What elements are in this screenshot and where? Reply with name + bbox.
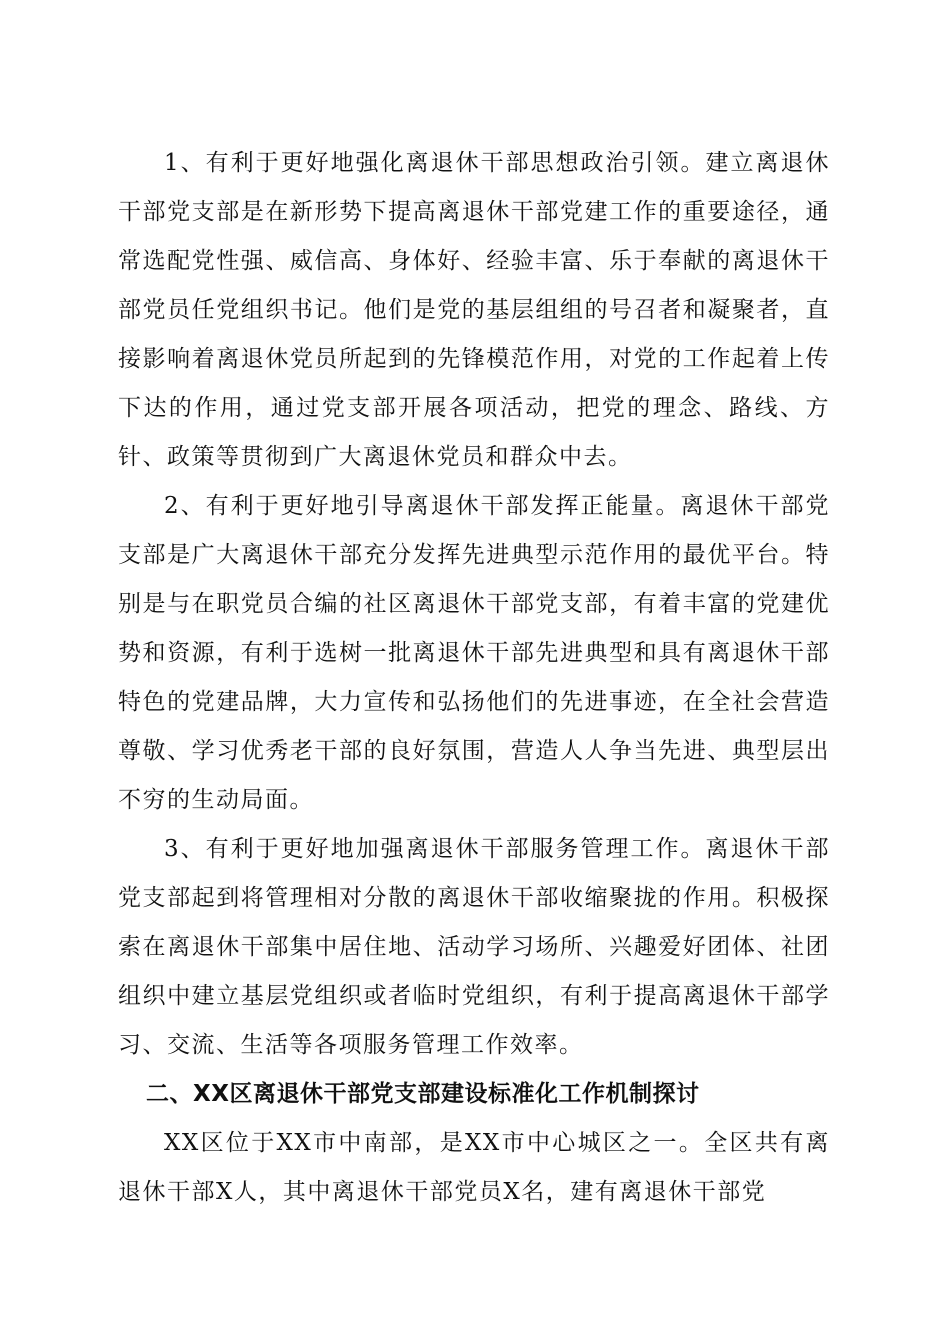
section-heading: 二、XX区离退休干部党支部建设标准化工作机制探讨 bbox=[146, 1081, 700, 1107]
paragraph-2: 2、有利于更好地引导离退休干部发挥正能量。离退休干部党支部是广大离退休干部充分发挥先进典型示范作用的最优平台。特别是与在职党员合编的社区离退休干部党支部，有着丰富的党建优势和资源，有利于选树一批离退休干部先进典型和具有离退休干部特色的党建品牌，大力宣传和弘扬他们的先进事迹，在全社会营造尊敬、学习优秀老干部的良好氛围，营造人人争当先进、典型层出不穷的生动局面。 bbox=[118, 493, 830, 813]
paragraph-3: 3、有利于更好地加强离退休干部服务管理工作。离退休干部党支部起到将管理相对分散的离退休干部收缩聚拢的作用。积极探索在离退休干部集中居住地、活动学习场所、兴趣爱好团体、社团组织中建立基层党组织或者临时党组织，有利于提高离退休干部学习、交流、生活等各项服务管理工作效率。 bbox=[118, 836, 830, 1058]
paragraph-4: XX区位于XX市中南部，是XX市中心城区之一。全区共有离退休干部X人，其中离退休干部党员X名，建有离退休干部党 bbox=[118, 1130, 830, 1205]
paragraph-1: 1、有利于更好地强化离退休干部思想政治引领。建立离退休干部党支部是在新形势下提高离退休干部党建工作的重要途径，通常选配党性强、威信高、身体好、经验丰富、乐于奉献的离退休干部党员任党组织书记。他们是党的基层组组的号召者和凝聚者，直接影响着离退休党员所起到的先锋模范作用，对党的工作起着上传下达的作用，通过党支部开展各项活动，把党的理念、路线、方针、政策等贯彻到广大离退休党员和群众中去。 bbox=[118, 150, 830, 470]
document-body bbox=[118, 139, 830, 1217]
